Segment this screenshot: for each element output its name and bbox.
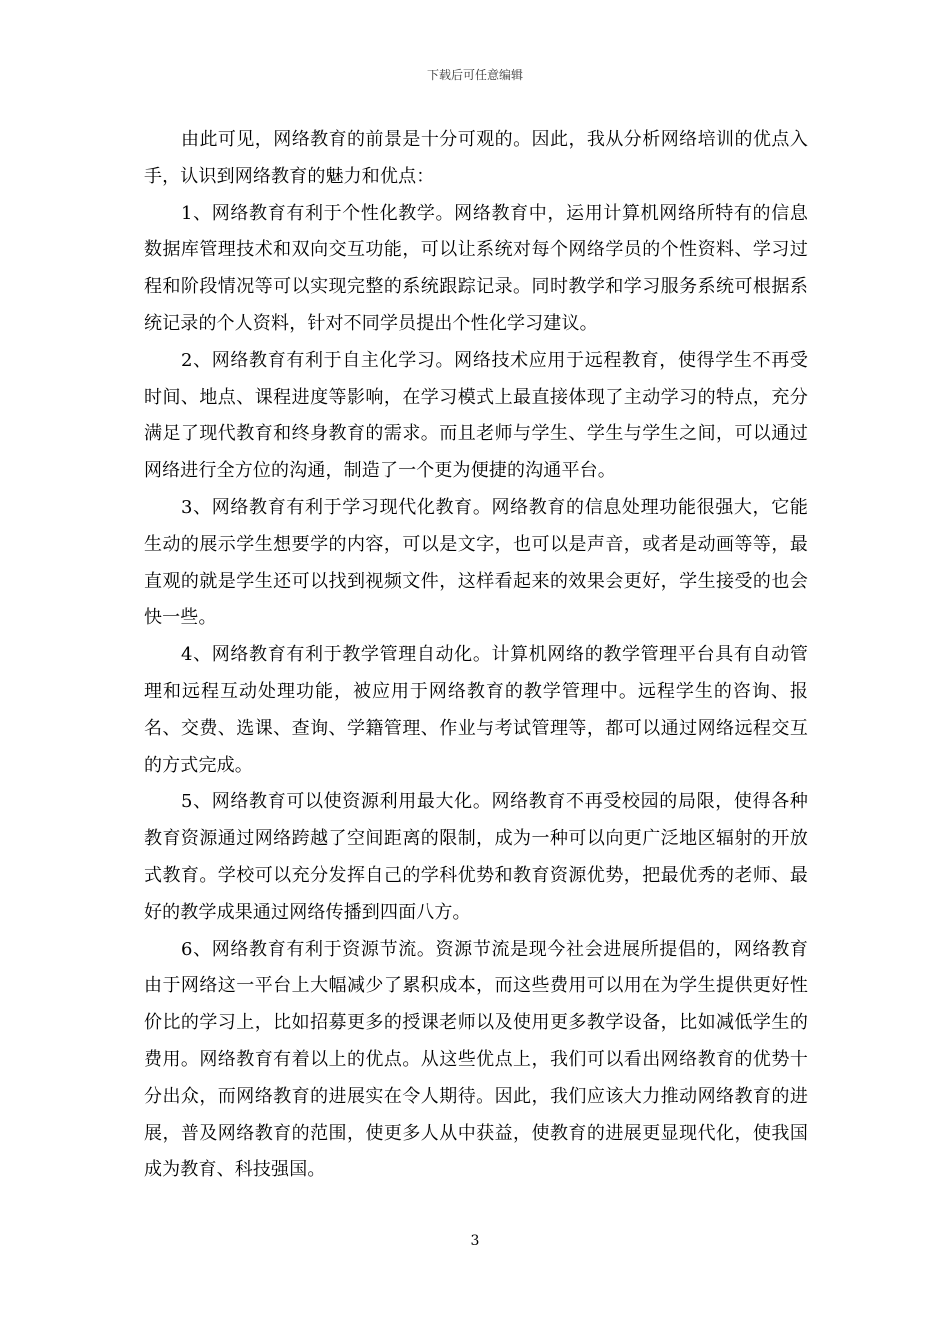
page-number: 3 <box>470 1233 480 1249</box>
paragraph-point-6: 6、网络教育有利于资源节流。资源节流是现今社会进展所提倡的，网络教育由于网络这一平台上大幅减少了累积成本，而这些费用可以用在为学生提供更好性价比的学习上，比如招募更多的授课老师以及使用更多教学设备，比如减低学生的费用。网络教育有着以上的优点。从这些优点上，我们可以看出网络教育的优势十分出众，而网络教育的进展实在令人期待。因此，我们应该大力推动网络教育的进展，普及网络教育的范围，使更多人从中获益，使教育的进展更显现代化，使我国成为教育、科技强国。 <box>144 938 808 1181</box>
paragraph-point-1: 1、网络教育有利于个性化教学。网络教育中，运用计算机网络所特有的信息数据库管理技术和双向交互功能，可以让系统对每个网络学员的个性资料、学习过程和阶段情况等可以实现完整的系统跟踪记录。同时教学和学习服务系统可根据系统记录的个人资料，针对不同学员提出个性化学习建议。 <box>144 202 808 334</box>
paragraph-point-2: 2、网络教育有利于自主化学习。网络技术应用于远程教育，使得学生不再受时间、地点、课程进度等影响，在学习模式上最直接体现了主动学习的特点，充分满足了现代教育和终身教育的需求。而且老师与学生、学生与学生之间，可以通过网络进行全方位的沟通，制造了一个更为便捷的沟通平台。 <box>144 349 808 482</box>
paragraph-intro: 由此可见，网络教育的前景是十分可观的。因此，我从分析网络培训的优点入手，认识到网络教育的魅力和优点： <box>144 129 808 187</box>
page-header: 下载后可任意编辑 <box>426 68 523 82</box>
document-body <box>144 122 808 1189</box>
paragraph-point-4: 4、网络教育有利于教学管理自动化。计算机网络的教学管理平台具有自动管理和远程互动处理功能，被应用于网络教育的教学管理中。远程学生的咨询、报名、交费、选课、查询、学籍管理、作业与考试管理等，都可以通过网络远程交互的方式完成。 <box>144 644 808 776</box>
paragraph-point-3: 3、网络教育有利于学习现代化教育。网络教育的信息处理功能很强大，它能生动的展示学生想要学的内容，可以是文字，也可以是声音，或者是动画等等，最直观的就是学生还可以找到视频文件，这样看起来的效果会更好，学生接受的也会快一些。 <box>144 496 808 629</box>
paragraph-point-5: 5、网络教育可以使资源利用最大化。网络教育不再受校园的局限，使得各种教育资源通过网络跨越了空间距离的限制，成为一种可以向更广泛地区辐射的开放式教育。学校可以充分发挥自己的学科优势和教育资源优势，把最优秀的老师、最好的教学成果通过网络传播到四面八方。 <box>144 791 808 923</box>
